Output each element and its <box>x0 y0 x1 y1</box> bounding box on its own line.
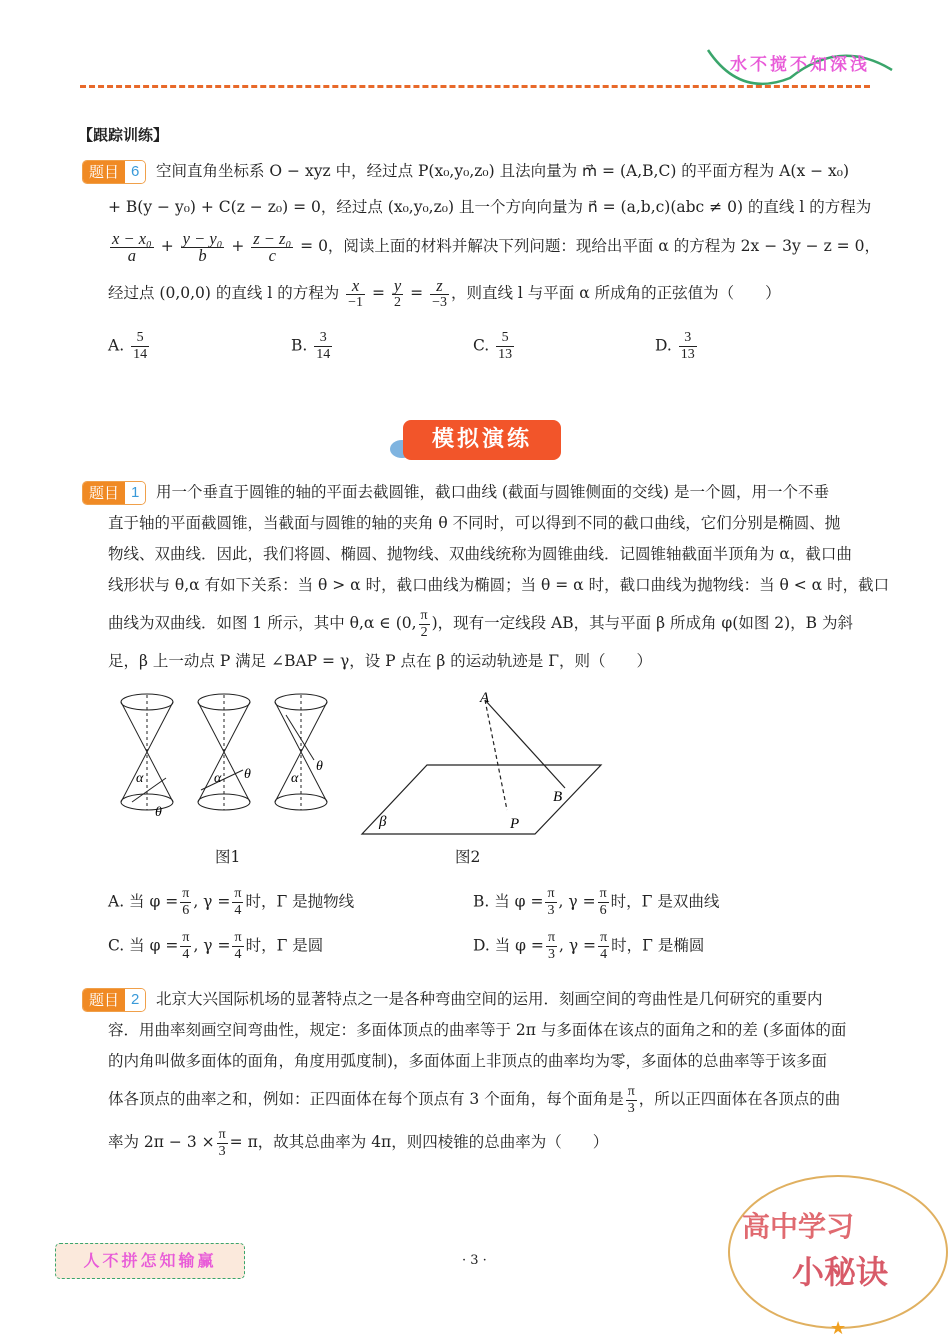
question-tag: 题目 1 <box>82 481 146 505</box>
q1-line: 用一个垂直于圆锥的轴的平面去截圆锥，截口曲线 (截面与圆锥侧面的交线) 是一个圆，用一个不垂 <box>156 483 829 501</box>
fig-label: α <box>136 771 144 786</box>
fig-label: A <box>480 690 490 706</box>
badge-line-1: 高中学习 <box>742 1210 855 1243</box>
option-a[interactable]: A. 当 φ = $\frac{\pi}{6}$ , γ = $\frac{\pi}{4}$ 时，Γ 是抛物线 <box>108 886 355 918</box>
q2-line: 北京大兴国际机场的显著特点之一是各种弯曲空间的运用．刻画空间的弯曲性是几何研究的重要内 <box>156 990 823 1008</box>
question-tag <box>82 160 146 184</box>
option-b[interactable]: B. 当 φ = $\frac{\pi}{3}$ , γ = $\frac{\pi}{6}$ 时，Γ 是双曲线 <box>473 886 720 918</box>
option-b[interactable]: B. $\frac{3}{14}$ <box>291 330 331 362</box>
option-a[interactable]: A. $\frac{5}{14}$ <box>108 330 148 362</box>
study-tips-badge <box>728 1175 948 1329</box>
q2-line: 体各顶点的曲率之和，例如：正四面体在每个顶点有 3 个面角，每个面角是 $\frac{\pi}{3}$ ，所以正四面体在各顶点的曲 <box>108 1083 841 1116</box>
footer-motto: 人不拼怎知输赢 <box>55 1243 245 1279</box>
option-c[interactable]: C. $\frac{5}{13}$ <box>473 330 513 362</box>
q6-line: + B(y − y₀) + C(z − z₀) = 0，经过点 (x₀,y₀,z₀) 且一个方向向量为 n⃗ = (a,b,c)(abc ≠ 0) 的直线 l 的方程为 <box>108 198 872 216</box>
q6-line: 经过点 (0,0,0) 的直线 l 的方程为 $\frac{x}{-1}$ = $\frac{y}{2}$ = $\frac{z}{-3}$ ，则直线 l 与平面 α 所成角的正弦值为（ ） <box>108 275 781 310</box>
q1-line: 足，β 上一动点 P 满足 ∠BAP = γ，设 P 点在 β 的运动轨迹是 Γ，则（ ） <box>108 652 652 670</box>
section-banner: 模拟演练 <box>403 420 561 460</box>
figure-2-plane <box>355 688 610 838</box>
tag-number: 6 <box>125 161 145 183</box>
q1-line: 直于轴的平面截圆锥，当截面与圆锥的轴的夹角 θ 不同时，可以得到不同的截口曲线，它们分别是椭圆、抛 <box>108 514 841 532</box>
q1-line: 曲线为双曲线．如图 1 所示，其中 θ,α ∈ (0, $\frac{\pi}{2}$ )，现有一定线段 AB，其与平面 β 所成角 φ(如图 2)，B 为斜 <box>108 607 853 640</box>
fraction: $\frac{\text{z − z₀}}{c}$ <box>253 228 292 265</box>
option-d[interactable]: D. 当 φ = $\frac{\pi}{3}$ , γ = $\frac{\pi}{4}$ 时，Γ 是椭圆 <box>473 930 705 962</box>
q2-line: 的内角叫做多面体的面角，角度用弧度制)，多面体面上非顶点的曲率均为零，多面体的总曲率等于该多面 <box>108 1052 828 1070</box>
fig-label: θ <box>244 767 251 782</box>
q2-line: 容．用曲率刻画空间弯曲性，规定：多面体顶点的曲率等于 2π 与多面体在该点的面角之和的差 (多面体的面 <box>108 1021 847 1039</box>
question-tag: 题目 2 <box>82 988 146 1012</box>
option-d[interactable]: D. $\frac{3}{13}$ <box>655 330 695 362</box>
section-heading: 【跟踪训练】 <box>78 126 169 144</box>
fig-label: θ <box>316 759 323 774</box>
fig-label: α <box>214 771 222 786</box>
q1-line: 物线、双曲线．因此，我们将圆、椭圆、抛物线、双曲线统称为圆锥曲线．记圆锥轴截面半顶角为 α，截口曲 <box>108 545 852 563</box>
header-divider <box>80 85 870 88</box>
q2-line: 率为 2π − 3 × $\frac{\pi}{3}$ = π，故其总曲率为 4π，则四棱锥的总曲率为（ ） <box>108 1126 609 1159</box>
q1-line: 线形状与 θ,α 有如下关系：当 θ > α 时，截口曲线为椭圆；当 θ = α 时，截口曲线为抛物线：当 θ < α 时，截口 <box>108 576 890 594</box>
page-number: · 3 · <box>462 1253 487 1268</box>
q6-line: $\frac{\text{x − x₀}}{a}$ + $\frac{\text{y − y₀}}{b}$ + $\frac{\text{z − z₀}}{c}$ = 0，阅读上面的材料并解决下列问题：现给出平面 α 的方程为 2x − 3y − z = 0， <box>112 228 880 265</box>
fraction: $\frac{\text{y − y₀}}{b}$ <box>182 228 223 265</box>
fig-label: P <box>510 816 520 832</box>
badge-line-2: 小秘诀 <box>792 1253 889 1291</box>
fraction: $\frac{\text{x − x₀}}{a}$ <box>112 228 152 265</box>
option-c[interactable]: C. 当 φ = $\frac{\pi}{4}$ , γ = $\frac{\pi}{4}$ 时，Γ 是圆 <box>108 930 324 962</box>
fig-label: B <box>553 789 563 805</box>
figure-1-caption: 图1 <box>215 848 241 866</box>
star-icon: ★ <box>830 1318 847 1339</box>
tag-label: 题目 <box>83 161 125 183</box>
q6-line: 空间直角坐标系 O − xyz 中，经过点 P(x₀,y₀,z₀) 且法向量为 m⃗ = (A,B,C) 的平面方程为 A(x − x₀) <box>156 162 850 180</box>
figure-2-caption: 图2 <box>455 848 481 866</box>
fig-label: α <box>291 771 299 786</box>
fig-label: β <box>379 814 387 830</box>
fig-label: θ <box>155 805 162 820</box>
header-motto: 水不搅不知深浅 <box>730 55 870 75</box>
figure-1-cones <box>110 690 340 825</box>
